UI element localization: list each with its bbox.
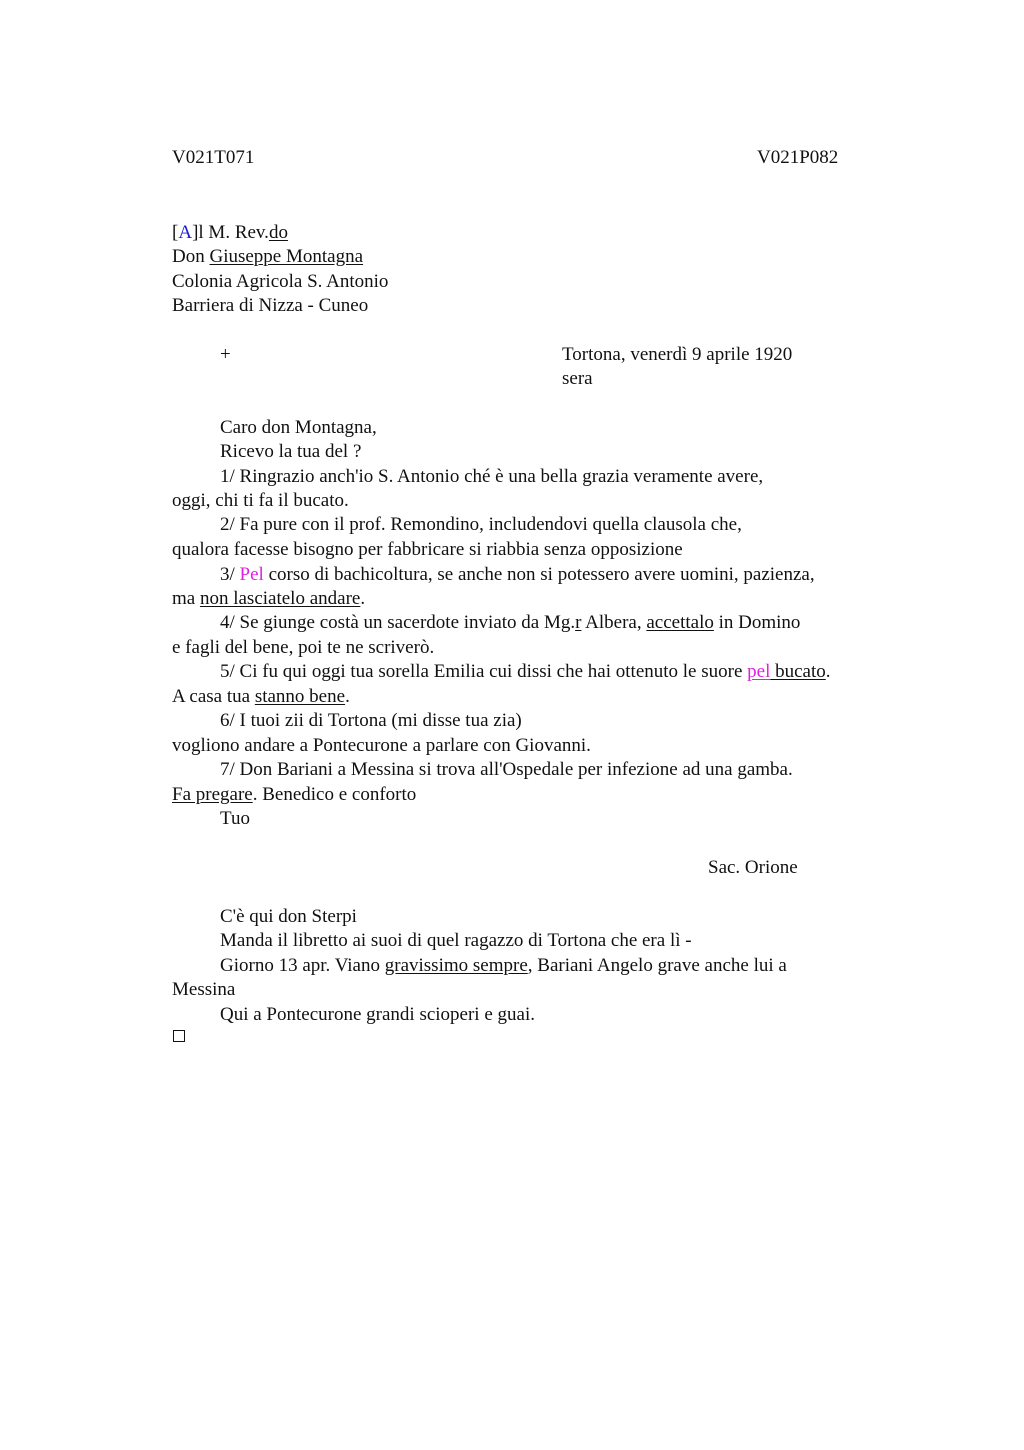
point-7-post: . Benedico e conforto	[252, 784, 417, 805]
point-4-post: in Domino	[713, 612, 801, 633]
address-line-1	[172, 221, 288, 245]
postscript-line-3-cont: Messina	[172, 979, 236, 1000]
point-7-line-2	[172, 783, 416, 807]
point-1-line-1: 1/ Ringrazio anch'io S. Antonio ché è una bella grazia veramente avere,	[220, 466, 764, 487]
point-5-line-1	[220, 660, 831, 684]
point-5-pre: 5/ Ci fu qui oggi tua sorella Emilia cui dissi che hai ottenuto le suore	[220, 661, 748, 682]
point-5-pel: pel	[747, 661, 771, 682]
address-line-4: Barriera di Nizza - Cuneo	[172, 295, 369, 316]
address-line-1-text: ]l M. Rev.	[192, 222, 269, 243]
point-3-pel: Pel	[239, 564, 264, 585]
closing: Tuo	[220, 808, 250, 829]
point-2-line-2: qualora facesse bisogno per fabbricare si riabbia senza opposizione	[172, 539, 683, 560]
postscript-line-3-post: , Bariani Angelo grave anche lui a	[527, 955, 787, 976]
point-4-underlined: accettalo	[646, 612, 714, 633]
point-6-line-2: vogliono andare a Pontecurone a parlare con Giovanni.	[172, 735, 591, 756]
point-3-line-2-pre: ma	[172, 588, 200, 609]
header-left-code: V021T071	[172, 147, 255, 168]
point-7-line-1: 7/ Don Bariani a Messina si trova all'Ospedale per infezione ad una gamba.	[220, 759, 793, 780]
point-5-line-2	[172, 685, 350, 709]
point-4-line-2: e fagli del bene, poi te ne scriverò.	[172, 637, 435, 658]
point-3-underlined: non lasciatelo andare	[199, 588, 361, 609]
point-2-line-1: 2/ Fa pure con il prof. Remondino, includendovi quella clausola che,	[220, 514, 742, 535]
postscript-line-2: Manda il libretto ai suoi di quel ragazzo di Tortona che era lì -	[220, 930, 692, 951]
header-right-code: V021P082	[757, 147, 839, 168]
recipient-name: Giuseppe Montagna	[209, 246, 364, 267]
point-5-post: .	[825, 661, 831, 682]
postscript-line-3	[220, 954, 787, 978]
point-3-line-2	[172, 587, 365, 611]
address-line-2	[172, 245, 363, 269]
address-line-3: Colonia Agricola S. Antonio	[172, 271, 389, 292]
point-6-line-1: 6/ I tuoi zii di Tortona (mi disse tua zia)	[220, 710, 522, 731]
point-7-underlined: Fa pregare	[172, 784, 253, 805]
point-4-pre: 4/ Se giunge costà un sacerdote inviato da Mg.	[220, 612, 576, 633]
point-3-line-1	[220, 563, 815, 587]
postscript-underlined: gravissimo sempre	[384, 955, 528, 976]
point-4-superscript-r: r	[575, 612, 582, 633]
square-outline-icon	[173, 1030, 185, 1042]
bracket-open: [	[172, 222, 179, 243]
point-3-line-2-post: .	[360, 588, 366, 609]
point-5-underlined: stanno bene	[254, 686, 346, 707]
restored-letter: A	[178, 222, 193, 243]
place-date: Tortona, venerdì 9 aprile 1920	[562, 344, 793, 365]
point-5-line-2-pre: A casa tua	[172, 686, 255, 707]
point-3-rest: corso di bachicoltura, se anche non si potessero avere uomini, pazienza,	[263, 564, 815, 585]
intro-line: Ricevo la tua del ?	[220, 441, 362, 462]
postscript-line-1: C'è qui don Sterpi	[220, 906, 357, 927]
point-3-number: 3/	[220, 564, 240, 585]
postscript-line-3-pre: Giorno 13 apr. Viano	[220, 955, 385, 976]
point-5-bucato: bucato	[770, 661, 826, 682]
address-line-2-prefix: Don	[172, 246, 210, 267]
point-4-line-1	[220, 611, 800, 635]
time-of-day: sera	[562, 368, 593, 389]
point-1-line-2: oggi, chi ti fa il bucato.	[172, 490, 349, 511]
point-5-line-2-post: .	[345, 686, 350, 707]
signature: Sac. Orione	[708, 857, 798, 878]
address-line-1-abbr: do	[268, 222, 288, 243]
cross-mark: +	[220, 344, 231, 365]
greeting: Caro don Montagna,	[220, 417, 377, 438]
postscript-line-4: Qui a Pontecurone grandi scioperi e guai.	[220, 1004, 535, 1025]
point-4-mid: Albera,	[581, 612, 647, 633]
